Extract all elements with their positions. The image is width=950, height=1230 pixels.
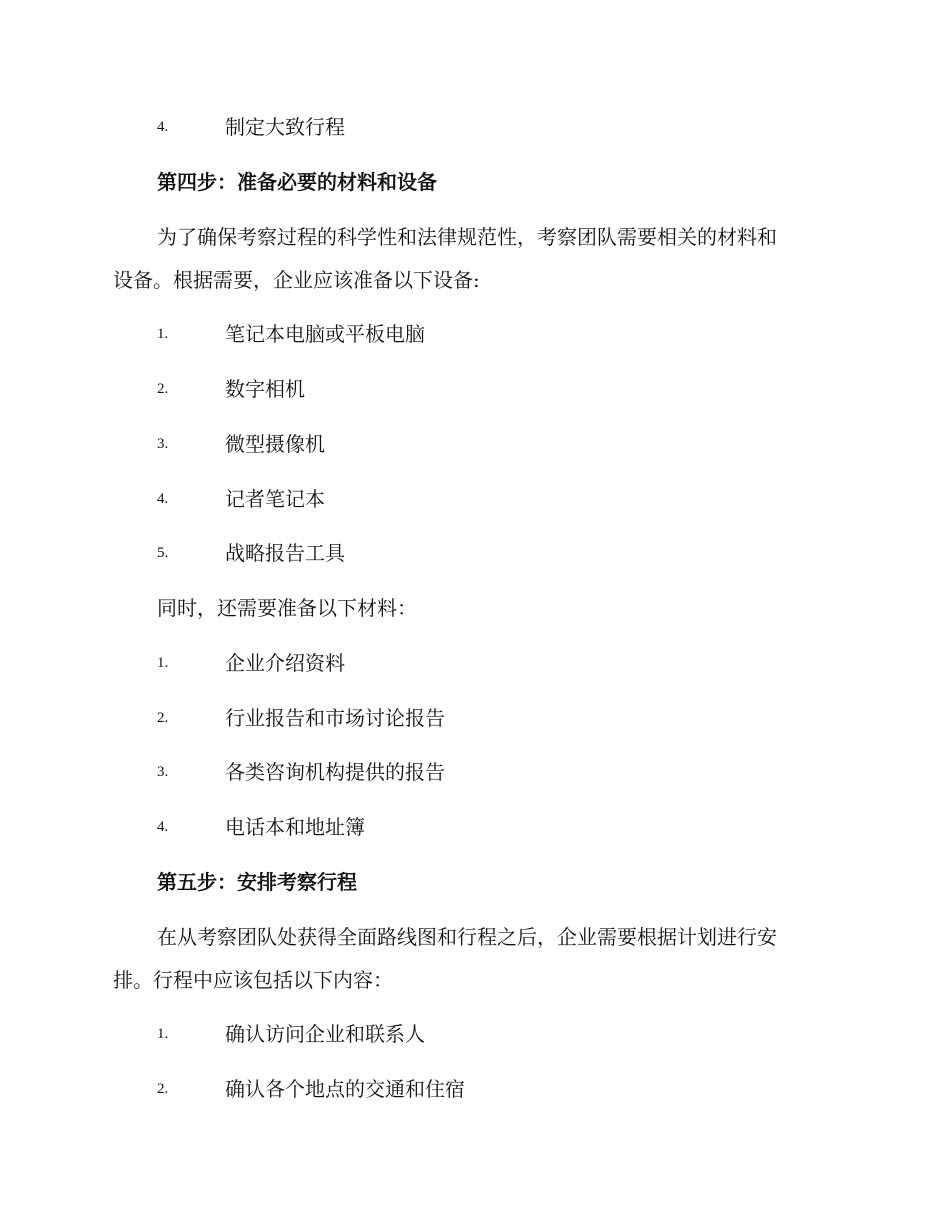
paragraph-line: [0, 965, 950, 995]
list-item-number: 2.: [157, 710, 169, 726]
list-item-text: 各类咨询机构提供的报告: [225, 760, 445, 784]
paragraph-text: 为了确保考察过程的科学性和法律规范性，考察团队需要相关的材料和: [157, 225, 777, 249]
list-item: [0, 812, 950, 842]
list-item-number: 2.: [157, 381, 169, 397]
list-item-number: 4.: [157, 119, 169, 135]
list-item-number: 3.: [157, 764, 169, 780]
list-item: [0, 757, 950, 787]
section-heading-step4-row: [0, 167, 950, 197]
list-item-text: 电话本和地址簿: [225, 815, 365, 839]
list-item-text: 制定大致行程: [225, 115, 345, 139]
list-item-number: 4.: [157, 491, 169, 507]
paragraph-line: [0, 222, 950, 252]
list-item: [0, 538, 950, 568]
list-item: [0, 374, 950, 404]
list-item-text: 行业报告和市场讨论报告: [225, 706, 445, 730]
list-item-text: 战略报告工具: [225, 541, 345, 565]
paragraph-text: 设备。根据需要，企业应该准备以下设备:: [113, 268, 480, 292]
list-item-number: 2.: [157, 1081, 169, 1097]
list-item-text: 笔记本电脑或平板电脑: [225, 322, 425, 346]
list-item-number: 4.: [157, 819, 169, 835]
list-item: [0, 1074, 950, 1104]
list-item: [0, 1019, 950, 1049]
section-heading-step4: 第四步：准备必要的材料和设备: [157, 170, 437, 194]
list-item-number: 1.: [157, 1026, 169, 1042]
list-item-text: 确认访问企业和联系人: [225, 1022, 425, 1046]
list-item-text: 记者笔记本: [225, 487, 325, 511]
list-item: [0, 484, 950, 514]
paragraph-text: 排。行程中应该包括以下内容：: [113, 968, 393, 992]
list-item: [0, 648, 950, 678]
list-item: [0, 112, 950, 142]
list-item-text: 微型摄像机: [225, 432, 325, 456]
section-heading-step5: 第五步：安排考察行程: [157, 870, 357, 894]
list-item: [0, 319, 950, 349]
list-item-number: 1.: [157, 326, 169, 342]
list-item-number: 5.: [157, 545, 169, 561]
paragraph-line: [0, 265, 950, 295]
paragraph-text: 在从考察团队处获得全面路线图和行程之后，企业需要根据计划进行安: [157, 925, 777, 949]
list-item: [0, 429, 950, 459]
section-heading-step5-row: [0, 867, 950, 897]
list-item: [0, 703, 950, 733]
list-item-number: 1.: [157, 655, 169, 671]
list-item-number: 3.: [157, 436, 169, 452]
materials-intro: 同时，还需要准备以下材料：: [157, 596, 417, 620]
list-item-text: 确认各个地点的交通和住宿: [225, 1077, 465, 1101]
list-item-text: 数字相机: [225, 377, 305, 401]
list-item-text: 企业介绍资料: [225, 651, 345, 675]
paragraph-line: [0, 593, 950, 623]
paragraph-line: [0, 922, 950, 952]
